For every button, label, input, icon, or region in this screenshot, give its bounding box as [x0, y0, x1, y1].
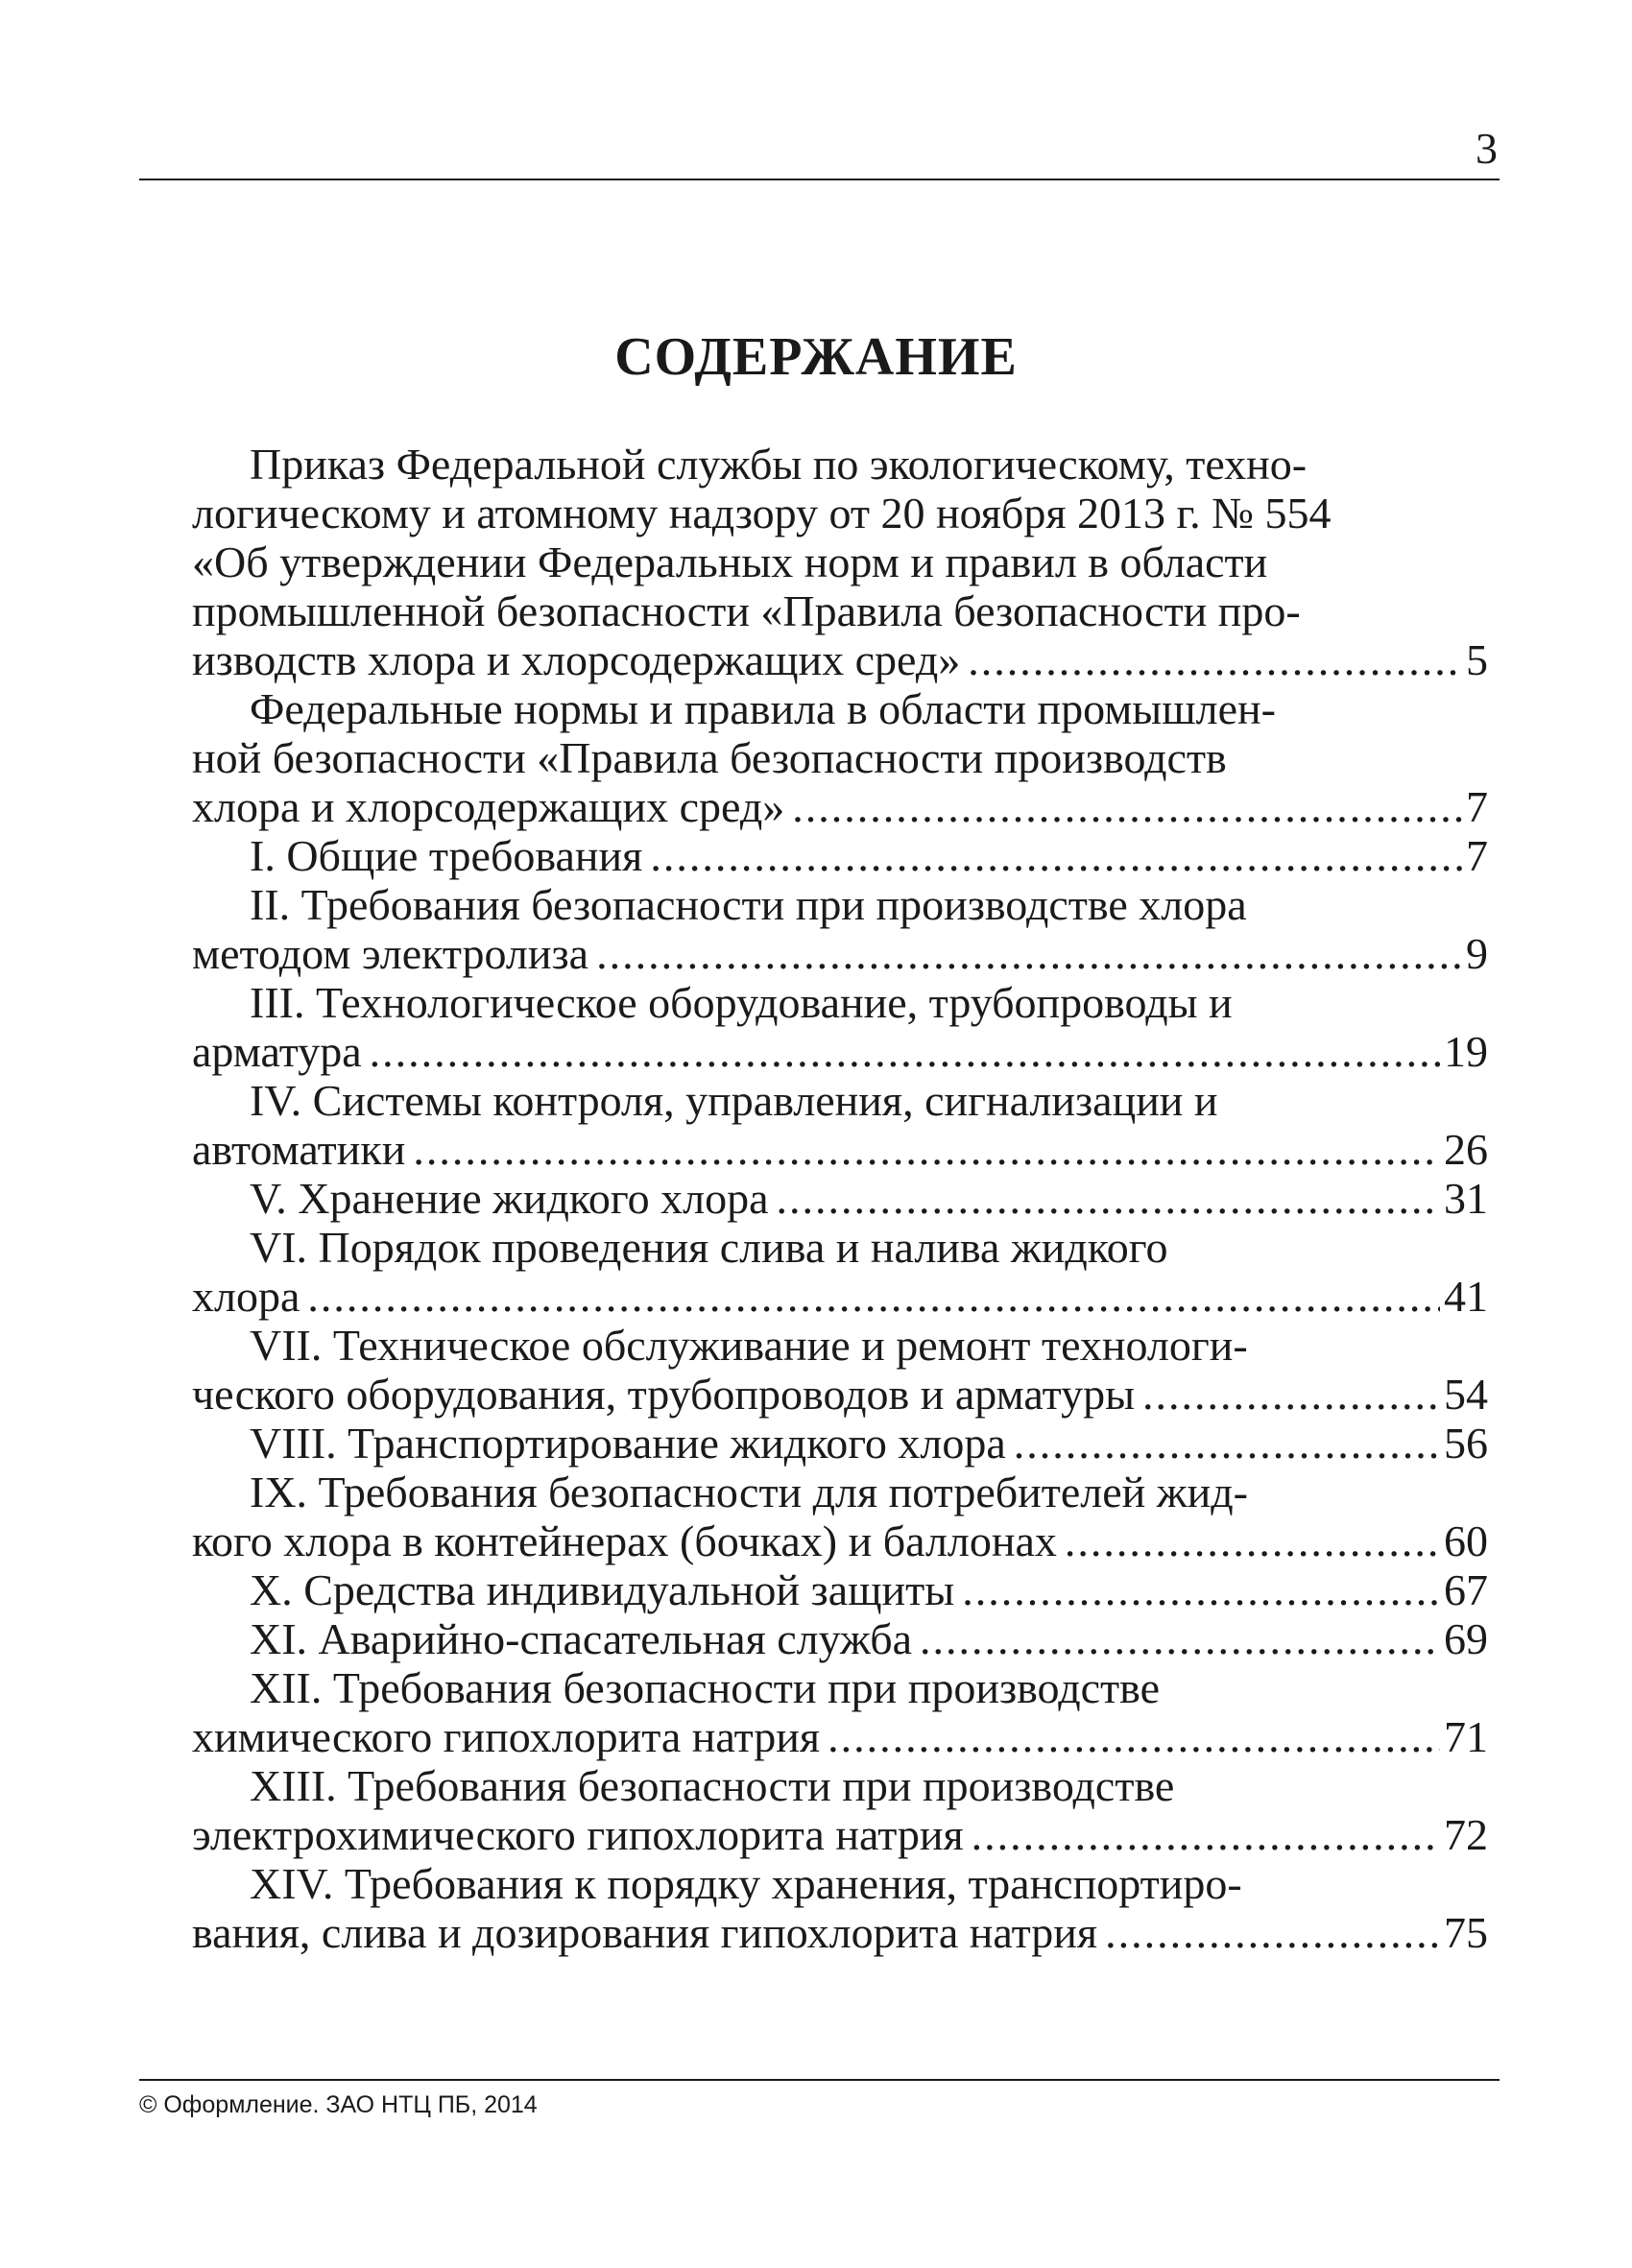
toc-entry: [192, 440, 1488, 684]
dot-leader: [968, 635, 1462, 684]
toc-entry-page: 19: [1444, 1027, 1488, 1076]
toc-entry: [192, 1076, 1488, 1174]
toc-entry-title: изводств хлора и хлорсодержащих сред»: [192, 635, 961, 684]
toc-entry-line: Федеральные нормы и правила в области промышлен-: [250, 684, 1276, 733]
toc-entry-line: промышленной безопасности «Правила безопасности про-: [192, 586, 1301, 635]
toc-entry-page: 56: [1444, 1419, 1488, 1468]
toc-entry-page: 31: [1444, 1174, 1488, 1223]
toc-entry: [192, 1468, 1488, 1565]
toc-entry-title: V. Хранение жидкого хлора: [250, 1174, 769, 1223]
dot-leader: [1105, 1908, 1440, 1957]
toc-entry: [192, 1419, 1488, 1468]
toc-entry-page: 7: [1466, 831, 1488, 880]
toc-entry-title: электрохимического гипохлорита натрия: [192, 1810, 964, 1859]
toc-entry-final-line: [192, 1174, 1488, 1223]
toc-entry-page: 71: [1444, 1712, 1488, 1761]
copyright-footer: © Оформление. ЗАО НТЦ ПБ, 2014: [139, 2091, 538, 2118]
toc-entry-title: XI. Аварийно-спасательная служба: [250, 1614, 913, 1663]
toc-entry-final-line: [192, 831, 1488, 880]
toc-entry-line: II. Требования безопасности при производстве хлора: [250, 880, 1247, 929]
toc-entry-line: ной безопасности «Правила безопасности производств: [192, 733, 1227, 782]
toc-entry: [192, 1859, 1488, 1957]
toc-entry-line: XIII. Требования безопасности при производстве: [250, 1761, 1175, 1810]
toc-entry-page: 60: [1444, 1516, 1488, 1565]
toc-entry: [192, 1321, 1488, 1419]
toc-entry-final-line: [192, 1419, 1488, 1468]
toc-entry-final-line: [192, 1516, 1488, 1565]
toc-entry-line: IX. Требования безопасности для потребителей жид-: [250, 1468, 1248, 1516]
dot-leader: [962, 1565, 1440, 1614]
toc-entry-title: вания, слива и дозирования гипохлорита натрия: [192, 1908, 1098, 1957]
toc-entry-title: хлора: [192, 1272, 300, 1321]
toc-entry-final-line: [192, 1810, 1488, 1859]
toc-entry-title: химического гипохлорита натрия: [192, 1712, 821, 1761]
toc-entry-title: ческого оборудования, трубопроводов и арматуры: [192, 1370, 1136, 1419]
dot-leader: [307, 1272, 1440, 1321]
toc-entry-title: кого хлора в контейнерах (бочках) и баллонах: [192, 1516, 1057, 1565]
toc-entry-title: X. Средства индивидуальной защиты: [250, 1565, 955, 1614]
footer-rule: [139, 2079, 1500, 2081]
toc-entry: [192, 684, 1488, 831]
toc-entry-page: 75: [1444, 1908, 1488, 1957]
toc-entry-final-line: [192, 1370, 1488, 1419]
dot-leader: [1142, 1370, 1440, 1419]
toc-entry-line: XII. Требования безопасности при производстве: [250, 1663, 1160, 1712]
toc-entry-line: VII. Техническое обслуживание и ремонт технологи-: [250, 1321, 1248, 1370]
toc-entry-page: 9: [1466, 929, 1488, 978]
dot-leader: [777, 1174, 1440, 1223]
toc-entry: [192, 978, 1488, 1076]
toc-entry-final-line: [192, 782, 1488, 831]
toc-entry-final-line: [192, 1614, 1488, 1663]
page-title: СОДЕРЖАНИЕ: [614, 327, 1018, 387]
dot-leader: [413, 1125, 1440, 1174]
toc-entry: [192, 1174, 1488, 1223]
dot-leader: [1014, 1419, 1440, 1468]
toc-entry: [192, 831, 1488, 880]
toc-entry: [192, 1565, 1488, 1614]
toc-entry-final-line: [192, 929, 1488, 978]
toc-entry-page: 5: [1466, 635, 1488, 684]
toc-entry-final-line: [192, 1125, 1488, 1174]
dot-leader: [596, 929, 1462, 978]
toc-entry: [192, 1663, 1488, 1761]
toc-entry: [192, 1761, 1488, 1859]
dot-leader: [920, 1614, 1440, 1663]
toc-entry-page: 72: [1444, 1810, 1488, 1859]
toc-entry-title: автоматики: [192, 1125, 406, 1174]
dot-leader: [370, 1027, 1440, 1076]
toc-entry-page: 26: [1444, 1125, 1488, 1174]
dot-leader: [1065, 1516, 1440, 1565]
toc-entry: [192, 1614, 1488, 1663]
toc-entry-title: VIII. Транспортирование жидкого хлора: [250, 1419, 1006, 1468]
toc-entry-final-line: [192, 1272, 1488, 1321]
dot-leader: [972, 1810, 1440, 1859]
page-number: 3: [1476, 124, 1498, 173]
toc-entry-line: IV. Системы контроля, управления, сигнализации и: [250, 1076, 1218, 1125]
dot-leader: [792, 782, 1462, 831]
toc-entry-page: 41: [1444, 1272, 1488, 1321]
toc-entry-line: VI. Порядок проведения слива и налива жидкого: [250, 1223, 1168, 1272]
toc-entry-line: Приказ Федеральной службы по экологическому, техно-: [250, 440, 1308, 489]
toc-entry-page: 54: [1444, 1370, 1488, 1419]
toc-entry-line: XIV. Требования к порядку хранения, транспортиро-: [250, 1859, 1242, 1908]
dot-leader: [650, 831, 1462, 880]
toc-entry-final-line: [192, 1565, 1488, 1614]
toc-entry-final-line: [192, 1712, 1488, 1761]
toc-entry-page: 7: [1466, 782, 1488, 831]
toc-entry-title: хлора и хлорсодержащих сред»: [192, 782, 785, 831]
toc-entry-line: III. Технологическое оборудование, трубопроводы и: [250, 978, 1233, 1027]
toc-entry-title: I. Общие требования: [250, 831, 643, 880]
toc-entry-page: 67: [1444, 1565, 1488, 1614]
toc-entry-final-line: [192, 1908, 1488, 1957]
toc-entry-title: методом электролиза: [192, 929, 589, 978]
dot-leader: [828, 1712, 1440, 1761]
table-of-contents: [192, 440, 1488, 1957]
toc-entry-line: «Об утверждении Федеральных норм и правил в области: [192, 537, 1268, 586]
toc-entry-title: арматура: [192, 1027, 362, 1076]
toc-entry-final-line: [192, 1027, 1488, 1076]
toc-entry-final-line: [192, 635, 1488, 684]
toc-entry: [192, 880, 1488, 978]
toc-entry-line: логическому и атомному надзору от 20 ноября 2013 г. № 554: [192, 489, 1332, 537]
header-rule: [139, 179, 1500, 180]
toc-entry: [192, 1223, 1488, 1321]
toc-entry-page: 69: [1444, 1614, 1488, 1663]
